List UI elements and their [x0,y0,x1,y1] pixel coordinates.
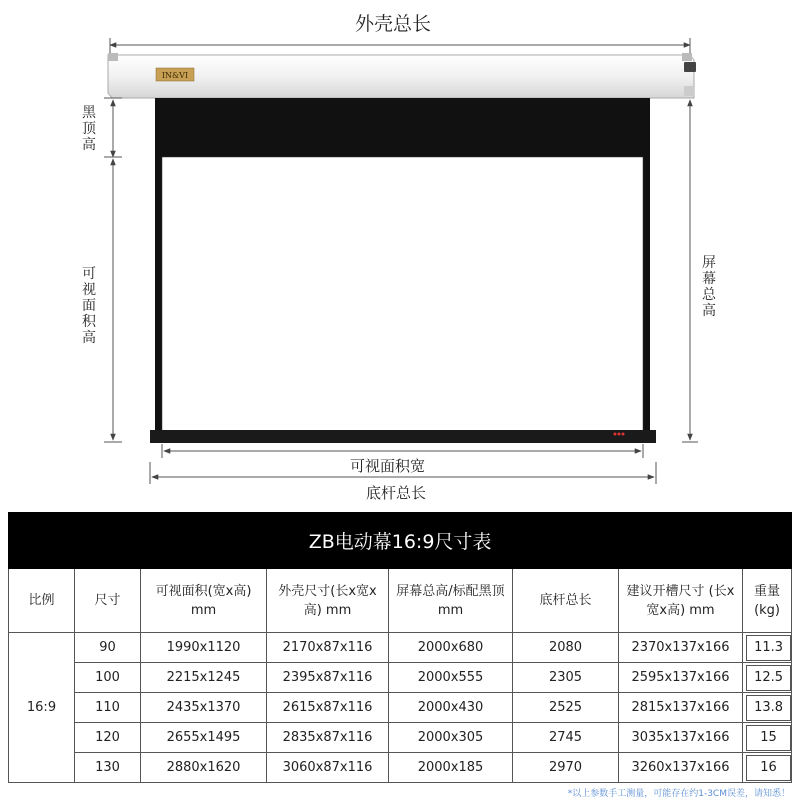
screen [150,98,656,443]
weight-value: 11.3 [746,635,791,661]
dim-visible-width-label: 可视面积宽 [350,457,426,475]
cell-visible-area: 2215x1245 [141,663,267,693]
cell-screen-height: 2000x555 [389,663,513,693]
weight-value: 15 [746,725,791,751]
cell-size: 110 [75,693,141,723]
cell-weight [743,753,792,783]
cell-visible-area: 1990x1120 [141,633,267,663]
dim-black-top-line [104,98,122,157]
weight-value: 12.5 [746,665,791,691]
dim-black-top-label: 黑顶高 [82,105,96,153]
cell-housing-size: 2835x87x116 [267,723,389,753]
size-spec-table [8,512,792,783]
dim-bar-length-label: 底杆总长 [366,484,427,502]
footnote: *以上参数手工测量，可能存在约1-3CM误差，请知悉！ [567,789,790,799]
header-visible-area: 可视面积(宽x高) mm [141,569,267,633]
cell-bar-length: 2970 [513,753,619,783]
table-row [9,663,792,693]
cell-housing-size: 2170x87x116 [267,633,389,663]
dim-screen-height-line [682,100,698,442]
weight-value: 13.8 [746,695,791,721]
cell-bar-length: 2745 [513,723,619,753]
cell-weight [743,693,792,723]
cell-slot-size: 3035x137x166 [619,723,743,753]
table-title: ZB电动幕16:9尺寸表 [9,513,792,569]
table-row [9,693,792,723]
logo-text: IN&VI [161,71,189,80]
header-bar-length: 底杆总长 [513,569,619,633]
cell-slot-size: 2370x137x166 [619,633,743,663]
cell-size: 100 [75,663,141,693]
bottom-bar [150,430,656,443]
housing [108,53,696,98]
cell-ratio: 16:9 [9,633,75,783]
cell-weight [743,633,792,663]
bar-indicator [614,433,617,436]
table-row [9,723,792,753]
cell-slot-size: 2815x137x166 [619,693,743,723]
cell-visible-area: 2435x1370 [141,693,267,723]
weight-value: 16 [746,755,791,781]
cell-screen-height: 2000x305 [389,723,513,753]
cell-screen-height: 2000x680 [389,633,513,663]
cell-bar-length: 2080 [513,633,619,663]
cell-housing-size: 2615x87x116 [267,693,389,723]
cell-screen-height: 2000x185 [389,753,513,783]
dim-screen-height-label: 屏幕总高 [702,255,716,319]
cell-size: 130 [75,753,141,783]
cell-weight [743,663,792,693]
header-screen-height: 屏幕总高/标配黑顶 mm [389,569,513,633]
header-slot-size: 建议开槽尺寸 (长x宽x高) mm [619,569,743,633]
screen-visible-area [162,157,643,432]
cell-slot-size: 3260x137x166 [619,753,743,783]
cell-weight [743,723,792,753]
cell-screen-height: 2000x430 [389,693,513,723]
cell-bar-length: 2305 [513,663,619,693]
table-row [9,753,792,783]
cell-visible-area: 2880x1620 [141,753,267,783]
cell-housing-size: 2395x87x116 [267,663,389,693]
cell-size: 90 [75,633,141,663]
table-row [9,633,792,663]
header-size: 尺寸 [75,569,141,633]
cell-size: 120 [75,723,141,753]
cell-slot-size: 2595x137x166 [619,663,743,693]
dim-visible-height-line [104,159,122,442]
cell-bar-length: 2525 [513,693,619,723]
header-weight: 重量 (kg) [743,569,792,633]
cell-housing-size: 3060x87x116 [267,753,389,783]
dim-outer-length-line [110,38,690,57]
cell-visible-area: 2655x1495 [141,723,267,753]
dim-visible-height-label: 可视面积高 [82,266,96,346]
dim-outer-length-label: 外壳总长 [355,13,432,35]
header-housing-size: 外壳尺寸(长x宽x高) mm [267,569,389,633]
header-ratio: 比例 [9,569,75,633]
